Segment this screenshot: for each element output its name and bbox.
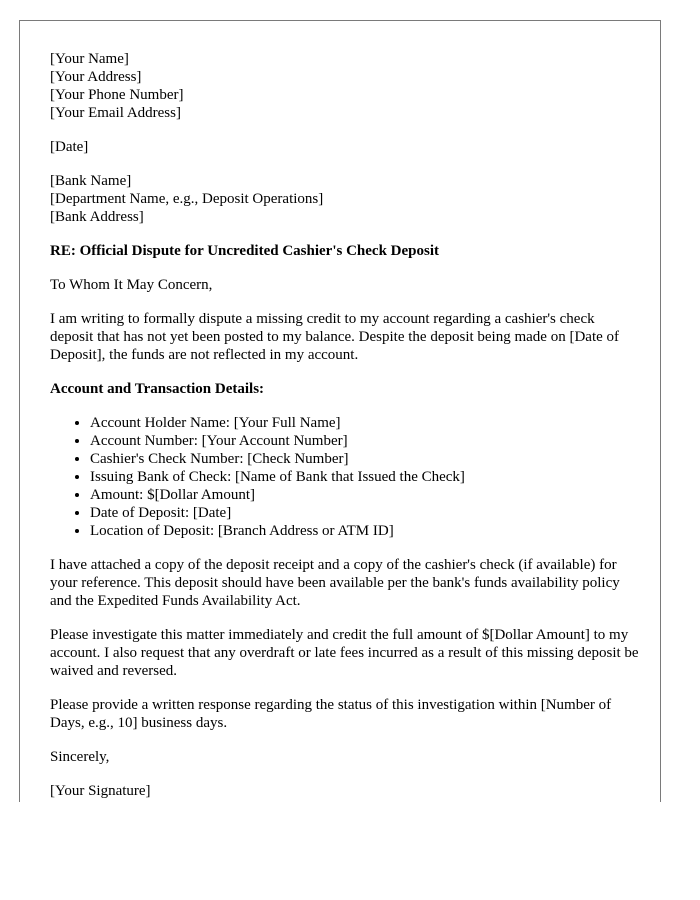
details-list	[50, 414, 640, 540]
recipient-bank-address: [Bank Address]	[50, 209, 144, 225]
sender-block	[50, 50, 640, 122]
signature: [Your Signature]	[50, 783, 151, 799]
details-heading: Account and Transaction Details:	[50, 381, 265, 397]
details-item-check-number: • Cashier's Check Number: [Check Number]	[90, 450, 640, 468]
sender-name: [Your Name]	[50, 51, 129, 67]
letter-date: [Date]	[50, 139, 89, 155]
details-item-deposit-date: • Date of Deposit: [Date]	[90, 504, 640, 522]
letter-page	[19, 20, 661, 802]
details-item-issuing-bank: • Issuing Bank of Check: [Name of Bank that Issued the Check]	[90, 468, 640, 486]
sender-phone: [Your Phone Number]	[50, 87, 184, 103]
recipient-block	[50, 172, 640, 226]
recipient-bank-name: [Bank Name]	[50, 173, 132, 189]
recipient-department: [Department Name, e.g., Deposit Operations]	[50, 191, 324, 207]
response-paragraph: Please provide a written response regarding the status of this investigation within [Number of Days, e.g., 10] business days.	[50, 697, 612, 731]
intro-paragraph: I am writing to formally dispute a missing credit to my account regarding a cashier's check deposit that has not yet been posted to my balance. Despite the deposit being made on [Date of Deposit], the funds are not reflected in my account.	[50, 311, 620, 363]
sender-address: [Your Address]	[50, 69, 142, 85]
details-item-amount: • Amount: $[Dollar Amount]	[90, 486, 640, 504]
closing: Sincerely,	[50, 749, 110, 765]
request-paragraph: Please investigate this matter immediately and credit the full amount of $[Dollar Amount] to my account. I also request that any overdraft or late fees incurred as a result of this missing deposit be waived and reversed.	[50, 627, 639, 679]
details-item-deposit-location: • Location of Deposit: [Branch Address or ATM ID]	[90, 522, 640, 540]
sender-email: [Your Email Address]	[50, 105, 181, 121]
attachments-paragraph: I have attached a copy of the deposit receipt and a copy of the cashier's check (if available) for your reference. This deposit should have been available per the bank's funds availability policy and the Expedited Funds Availability Act.	[50, 557, 620, 609]
details-item-account-holder: • Account Holder Name: [Your Full Name]	[90, 414, 640, 432]
subject-line: RE: Official Dispute for Uncredited Cashier's Check Deposit	[50, 243, 440, 259]
salutation: To Whom It May Concern,	[50, 277, 213, 293]
letter-body	[50, 50, 640, 802]
details-item-account-number: • Account Number: [Your Account Number]	[90, 432, 640, 450]
